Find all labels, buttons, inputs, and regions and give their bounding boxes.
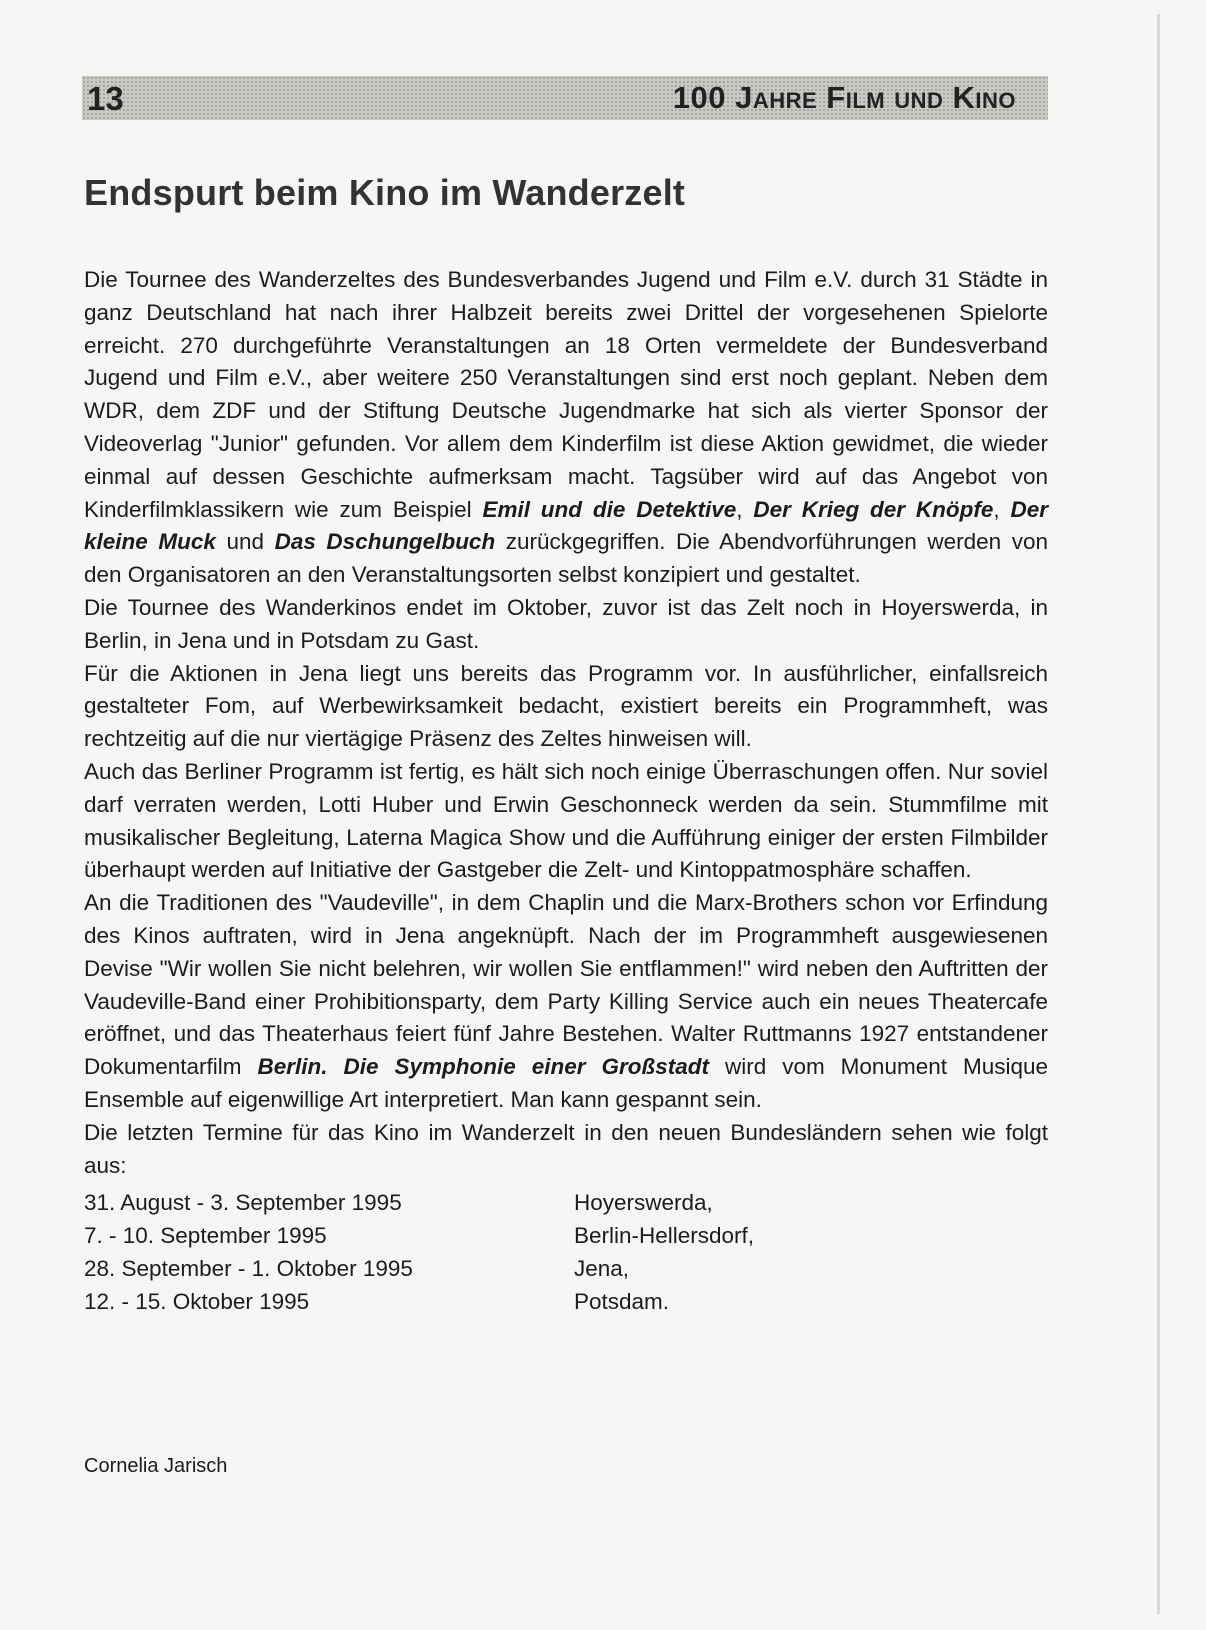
date-row [84,1285,1048,1318]
running-title: 100 Jahre Film und Kino [672,80,1016,115]
date-place: Hoyerswerda, [574,1190,713,1216]
film-title-dschungelbuch: Das Dschungelbuch [274,529,496,555]
date-range: 28. September - 1. Oktober 1995 [84,1256,413,1282]
article-title: Endspurt beim Kino im Wanderzelt [84,172,686,213]
text-run: , [736,496,754,522]
film-title-muck: Der kleine Muck [84,496,1048,555]
date-place: Potsdam. [574,1289,670,1315]
date-place: Berlin-Hellersdorf, [574,1223,755,1249]
author-name: Cornelia Jarisch [84,1455,228,1477]
paragraph-dates-intro: Die letzten Termine für das Kino im Wanderzelt in den neuen Bundesländern sehen wie folgt aus: [84,1119,1048,1178]
date-place: Jena, [574,1256,630,1282]
text-run: An die Traditionen des "Vaudeville", in dem Chaplin und die Marx-Brothers schon vor Erfindung des Kinos auftraten, wird in Jena angeknüpft. Nach der im Programmheft ausgewiesenen Devise "Wir wollen Sie nicht belehren, wir wollen Sie entflammen!" wird neben den Auftritten der Vaudeville-Band einer Prohibitionsparty, dem Party Killing Service auch ein neues Theatercafe eröffnet, und das Theaterhaus feiert fünf Jahre Bestehen. Walter Ruttmanns 1927 entstandener Dokumentarfilm [84,890,1048,1080]
text-run: wird vom Monument Musique Ensemble auf eigenwillige Art interpretiert. Man kann gespannt sein. [84,1054,1048,1112]
paragraph-intro [84,264,1048,592]
paragraph-berlin: Auch das Berliner Programm ist fertig, es hält sich noch einige Überraschungen offen. Nur soviel darf verraten werden, Lotti Huber und Erwin Geschonneck werden da sein. Stummfilme mit musikalischer Begleitung, Laterna Magica Show und die Aufführung einiger der ersten Filmbilder überhaupt werden auf Initiative der Gastgeber die Zelt- und Kintoppatmosphäre schaffen. [84,758,1048,883]
paragraph-tour-end: Die Tournee des Wanderkinos endet im Oktober, zuvor ist das Zelt noch in Hoyerswerda, in Berlin, in Jena und in Potsdam zu Gast. [84,594,1048,653]
text-run: zurückgegriffen. Die Abendvorführungen werden von den Organisatoren an den Veranstaltungsorten selbst konzipiert und gestaltet. [84,529,1048,588]
article-body [84,264,1048,1318]
date-range: 31. August - 3. September 1995 [84,1190,402,1216]
date-row [84,1252,1048,1285]
paragraph-jena: Für die Aktionen in Jena liegt uns bereits das Programm vor. In ausführlicher, einfallsreich gestalteter Fom, auf Werbewirksamkeit bedacht, existiert bereits ein Programmheft, was rechtzeitig auf die nur viertägige Präsenz des Zeltes hinweisen will. [84,660,1048,752]
date-row [84,1219,1048,1252]
text-run: und [215,529,275,555]
film-title-emil: Emil und die Detektive [482,496,737,522]
date-list [84,1186,1048,1318]
text-run: , [993,496,1011,522]
date-range: 12. - 15. Oktober 1995 [84,1289,310,1315]
date-range: 7. - 10. September 1995 [84,1223,327,1249]
date-row [84,1186,1048,1219]
film-title-berlin: Berlin. Die Symphonie einer Großstadt [257,1054,709,1080]
text-run: Die Tournee des Wanderzeltes des Bundesverbandes Jugend und Film e.V. durch 31 Städte in ganz Deutschland hat nach ihrer Halbzeit bereits zwei Drittel der vorgesehenen Spielorte erreicht. 270 durchgeführte Veranstaltungen an 18 Orten vermeldete der Bundesverband Jugend und Film e.V., aber weitere 250 Veranstaltungen sind erst noch geplant. Neben dem WDR, dem ZDF und der Stiftung Deutsche Jugendmarke hat sich als vierter Sponsor der Videoverlag "Junior" gefunden. Vor allem dem Kinderfilm ist diese Aktion gewidmet, die wieder einmal auf dessen Geschichte aufmerksam macht. Tagsüber wird auf das Angebot von Kinderfilmklassikern wie zum Beispiel [84,267,1048,522]
page-number: 13 [87,80,124,117]
film-title-krieg: Der Krieg der Knöpfe [753,496,994,522]
paragraph-vaudeville [84,887,1048,1117]
running-header [82,76,1048,120]
page-edge-shadow [1157,14,1160,1614]
